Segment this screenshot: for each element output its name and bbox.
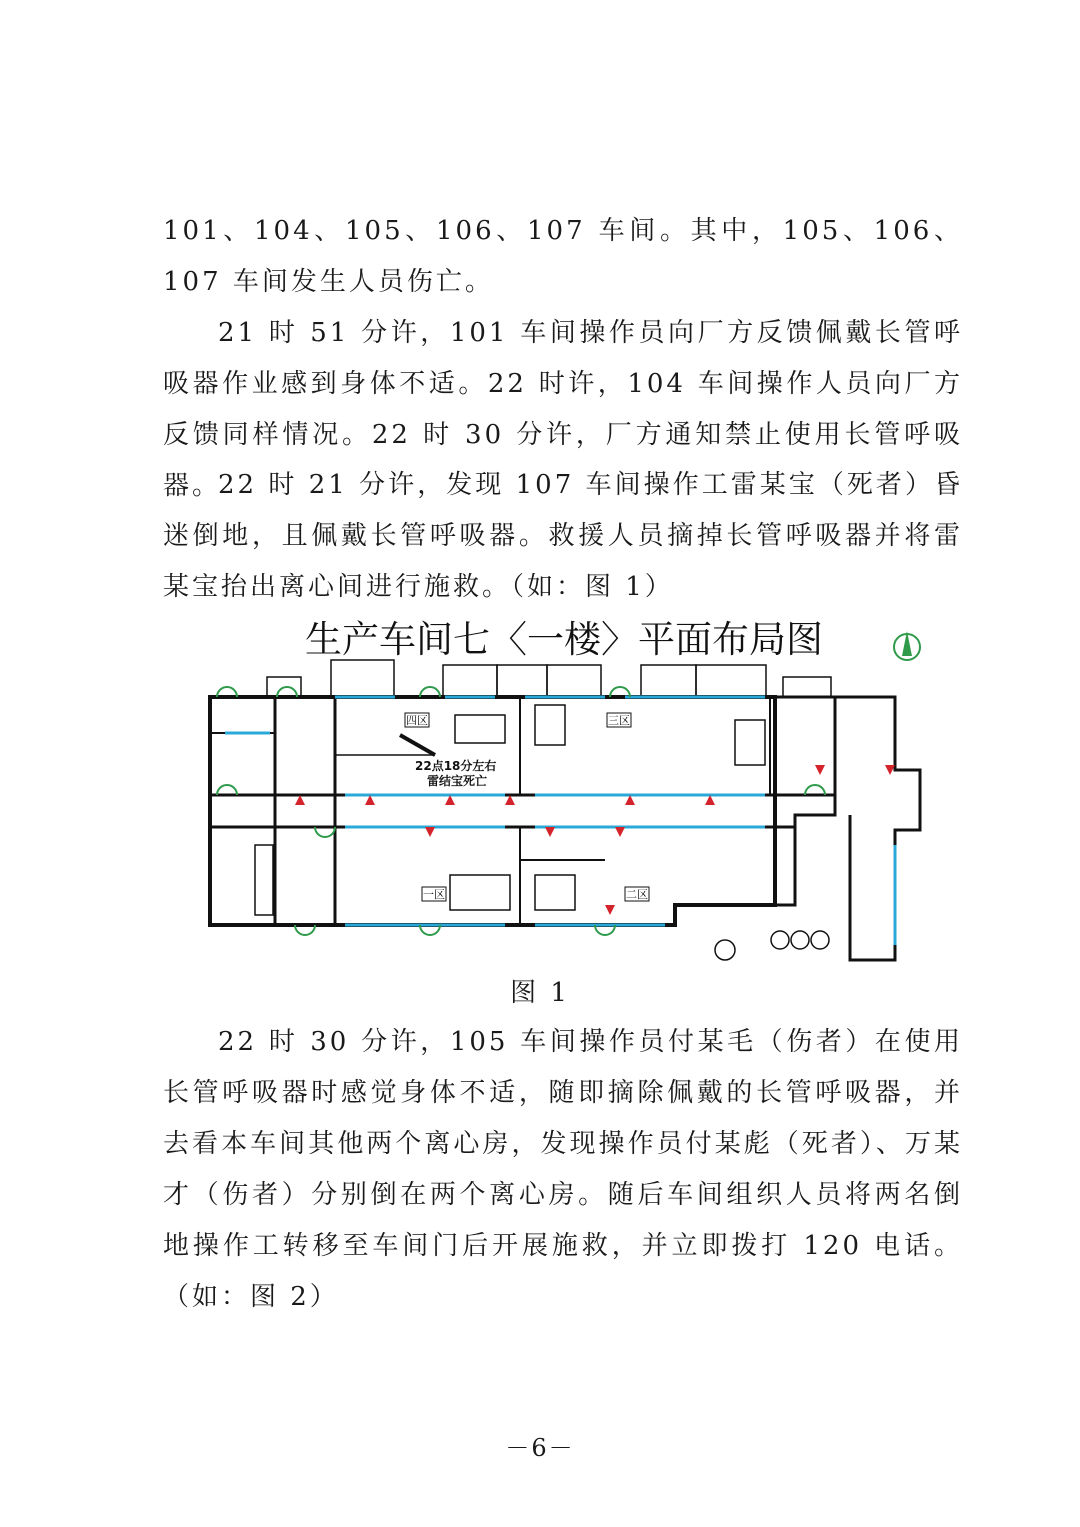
incident-annotation-line2: 雷结宝死亡 bbox=[427, 774, 488, 788]
floor-plan-markers bbox=[295, 765, 895, 915]
incident-annotation-line1: 22点18分左右 bbox=[415, 759, 497, 773]
paragraph-3: 22 时 21 分许，发现 107 车间操作工雷某宝（死者）昏迷倒地，且佩戴长管呼吸器。救援人员摘掉长管呼吸器并将雷某宝抬出离心间进行施救。（如：图 1） bbox=[163, 470, 963, 602]
page-number: －6－ bbox=[505, 1434, 575, 1462]
zone-label-1: 一区 bbox=[423, 888, 445, 901]
figure-caption: 图 1 bbox=[510, 978, 570, 1008]
floor-plan-title: 生产车间七〈一楼〉平面布局图 bbox=[305, 618, 823, 661]
zone-label-2: 二区 bbox=[626, 888, 648, 901]
north-arrow-icon bbox=[894, 631, 920, 660]
zone-label-3: 三区 bbox=[608, 714, 630, 727]
floor-plan-figure bbox=[205, 605, 925, 970]
paragraph-1: 101、104、105、106、107 车间。其中，105、106、107 车间发生人员伤亡。 bbox=[163, 216, 963, 297]
zone-labels bbox=[405, 713, 649, 901]
floor-plan-walls bbox=[210, 660, 920, 960]
paragraph-4: 22 时 30 分许，105 车间操作员付某毛（伤者）在使用长管呼吸器时感觉身体不适，随即摘除佩戴的长管呼吸器，并去看本车间其他两个离心房，发现操作员付某彪（死者）、万某才（伤者）分别倒在两个离心房。随后车间组织人员将两名倒地操作工转移至车间门后开展施救，并立即拨打 120 电话。（如：图 2） bbox=[163, 1027, 963, 1312]
zone-label-4: 四区 bbox=[406, 714, 428, 727]
paragraph-2: 21 时 51 分许，101 车间操作员向厂方反馈佩戴长管呼吸器作业感到身体不适。22 时许，104 车间操作人员向厂方反馈同样情况。22 时 30 分许，厂方通知禁止使用长管呼吸器。 bbox=[163, 318, 963, 501]
